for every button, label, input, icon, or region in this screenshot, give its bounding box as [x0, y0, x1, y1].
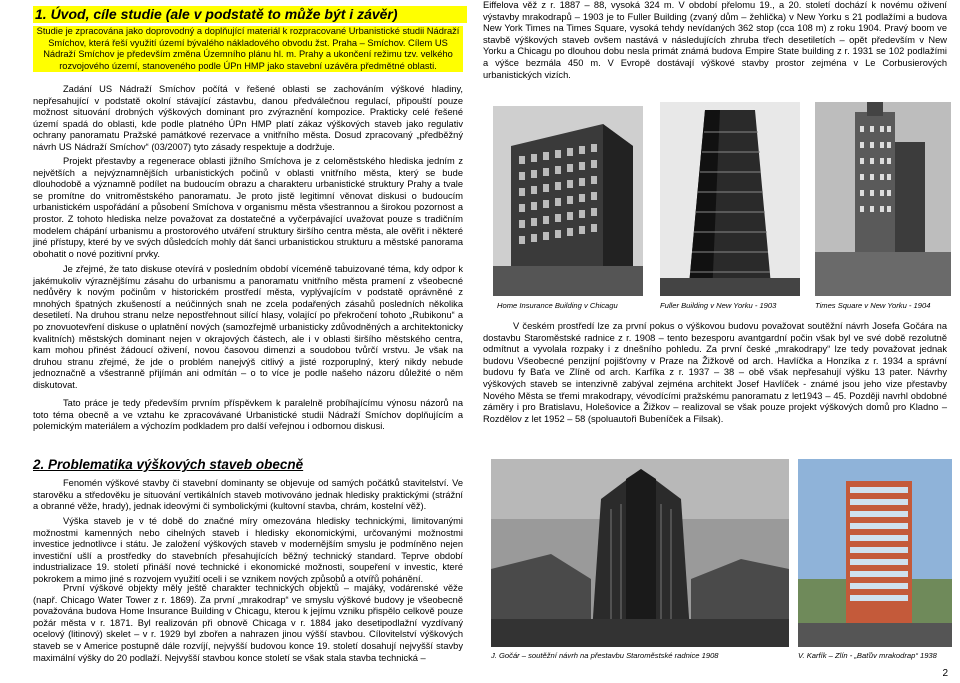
caption-fuller-building: Fuller Building v New Yorku - 1903	[660, 301, 777, 310]
section-2-paragraph-1: Fenomén výškové stavby či stavební dominanty se objevuje od samých počátků stavitelství. Ve starověku a středověku je situování vertikálních staveb motivováno jednak hlediskу praktickými (strážní a obranné věže, hrady), jednak ideovými či symbolickými (kultovní stavba, chrám, kostelní věž).	[33, 478, 463, 512]
caption-home-insurance: Home Insurance Building v Chicagu	[497, 301, 618, 310]
gocar-design-drawing	[491, 459, 789, 647]
home-insurance-building-photo	[493, 106, 643, 296]
page-number: 2	[942, 668, 948, 679]
section-1-paragraph-4: Je zřejmé, že tato diskuse otevírá v posledním období víceméně tabuizované téma, kdy odpor k jakémukoliv výraznějšímu zásahu do urbanismu a panoramatu vnitřního města pramení z všeobecné nedůvěry k novým počinům v historickém prostředí města, vyplývajícím v podstatě oprávněné z mnohých špatných zkušeností a neúčinných snah ne zcela podařených zásahů posledních několika desetiletí. Na druhou stranu nelze nepostřehnout silící hlasy, volající po překročení tohoto „Rubikonu“ a po znovuotevření diskuse o uplatnění nových (samozřejmě urbanisticky zdůvodněných a architektonicky kvalitních) městských dominant nejen v okrajových částech, ale i v oblasti širšího městského centra, kam mohou přinést žádoucí oživení, novou časovou dimenzi a soudobou tvůrčí vrstvu. Je však na druhou stranu zřejmé, že jde o problém nanejvýš citlivý a jisté rozporuplný, který nikdy nebude jednoznačně a všestranně přijímán ani odmítán – o to více je podle našeho názoru důležité o něm diskutovat.	[33, 264, 463, 390]
fuller-building-photo	[660, 102, 800, 296]
section-1-paragraph-5: Tato práce je tedy především prvním příspěvkem k paralelně probíhajícímu výnosu názorů na toto téma obecně a ve vztahu ke zpracovávané Urbanistické studii Nádraží Smíchov doplňujícím a polemickým materiálem a výchozím podkladem pro další veřejnou i odbornou diskusi.	[33, 398, 463, 432]
times-square-photo	[815, 102, 951, 296]
caption-karfik: V. Karfík – Zlín - „Baťův mrakodrap“ 1938	[798, 651, 937, 660]
section-1-paragraph-2: Zadání US Nádraží Smíchov počítá v řešené oblasti se zachováním výškové hladiny, nepřesahující v podstatě okolní stávající zástavbu, danou předválečnou regulací, připouští pouze možnost situování drobných výškových dominant pro zvýraznění kompozice. Prakticky celé řešené území spadá do oblasti, kde podle platného ÚPn HMP platí zákaz výškových staveb jako regulativ ochrany panoramatu Pražské památkové rezervace a vnitřního města. Dosud zpracovaný „předběžný návrh US Nádraží Smíchov“ (03/2007) tyto zásady respektuje a dodržuje.	[33, 84, 463, 152]
section-2-heading: 2. Problematika výškových staveb obecně	[33, 457, 304, 472]
section-1-paragraph-3: Projekt přestavby a regenerace oblasti jižního Smíchova je z celoměstského hlediska jedním z největších a nejvýznamnějších urbanistických počinů v oblasti vnitřního města, který se bude dlouhodobě a významně podílet na budoucím obrazu a charakteru urbanistické struktury Prahy a tvale se promítne do vnitroměstského panoramatu. Je proto jistě legitimní věnovat diskusi o budoucím urbanistickém uspořádání a působení Smíchova v organismu města všestrannou a širokou pozornost a prostor. Z tohoto hlediska nelze považovat za dostatečné a vyčerpávající uvažovat pouze s tradičním modelem chápání urbanismu a prostorového utváření struktury širšího centra města, ale ověřit i některé jiné přístupy, které by ve svých důsledcích mohly dát šanci urbanistickou strukturu a městské panorama obohatit o nové pozitivní prvky.	[33, 156, 463, 259]
section-1-intro-paragraph: Studie je zpracována jako doprovodný a doplňující materiál k rozpracované Urbanistické studii Nádraží Smíchov, která řeší využití území bývalého nákladového obvodu žst. Praha – Smíchov. Cílem US Nádraží Smíchov je především změna Územního plánu hl. m. Prahy a ukončení režimu tzv. velkého rozvojového území, stanoveného podle ÚPn HMP jako stavební uzávěra předmětné oblasti.	[33, 26, 463, 72]
section-2-paragraph-2: Výška staveb je v té době do značné míry omezována hlediskу technickými, limitovanými možnostmi kamenných nebo cihelných staveb i hledisky ekonomickými, určovanými možnostmi investice jednotlivce i státu. Je založení výškových staveb v modernějším smyslu je podmíněno nejen investiční ušlí a prostředky do stavebních přesahujících běžný technický standard. Teprve období industrializace 19. století přináší nové technické i ekonomické možnosti, soupeření v investic, které pokrokem a mimo jiné s rozvojem využití oceli i se vznikem nových způsobů a otvířů pohánění.	[33, 516, 463, 584]
section-1-heading: 1. Úvod, cíle studie (ale v podstatě to může být i závěr)	[33, 6, 467, 23]
caption-gocar: J. Gočár – soutěžní návrh na přestavbu Staroměstské radnice 1908	[491, 651, 719, 660]
caption-times-square: Times Square v New Yorku - 1904	[815, 301, 931, 310]
right-paragraph-1: Eiffelova věž z r. 1887 – 88, vysoká 324 m. V období přelomu 19., a 20. století dochází k novému oživení výstavby mrakodrapů – 1903 je to Fuller Building (zvaný dům – žehlička) v New Yorku s 21 podlažími a budova New York Times na Times Square, vysoká tehdy nevídaných 362 stop (cca 108 m) z roku 1904. Pravý boom ve stavbě výškových staveb ovšem nastává v následujících zhruba třech desetiletích – opět především v New Yorku a Chicagu po dlouhou dobu nesla primát známá budova Empire State building z r. 1931 se 102 podlažími a výšce bezmála 450 m. V Evropě dostávají výškové stavby prostor zejména v Le Corbusierových urbanistických vizích.	[483, 0, 947, 80]
bata-skyscraper-photo	[798, 459, 952, 647]
right-paragraph-2: V českém prostředí lze za první pokus o výškovou budovu považovat soutěžní návrh Josefa Gočára na dostavbu Staroměstské radnice z r. 1908 – tento bezesporu avantgardní počin však byl ve své době rezolutně odmítnut a vyvolala rozpaky i z dnešního pohledu. Za první české „mrakodrapy“ lze tedy považovat jednak budovu Všeobecné penzijní pojišťovny v Praze na Žižkově od arch. Havlíčka a Honzíka z r. 1934 a správní budovu fy Baťa ve Zlíně od arch. Karfíka z r. 1937 – 38 – obě však nepřesahují výšku 13 pater. Návrhy výškových staveb se intenzivně zabýval zejména architekt Josef Havlíček - známé jsou jeho vize přestavby Nového Města se třemi mrakodrapy, vévodícími pražskému panoramatu z let1943 – 45. Později navrhl obdobné záměry i pro Bratislavu, Holešovice a Žižkov – realizoval se však pouze projekt výškových domů pro Kladno – Rozdělov z let 1952 – 58 (spoluautoři Bubeníček a Filsak).	[483, 321, 947, 424]
section-2-paragraph-3: První výškové objekty měly ještě charakter technických objektů – majáky, vodárenské věže (např. Chicago Water Tower z r. 1869). Za první „mrakodrap“ ve smyslu výškové budovy je všeobecně považována budova Home Insurance Building v Chicagu, kterou k jejímu vzniku přispělo celkově pouze požár města v r. 1871. Byl realizován při obnově Chicaga v r. 1884 jako desetipodlažní vyzdívaný ocelový (litinový) skelet – v r. 1929 byl zbořen a nahrazen jinou výšší stavbou. Cílovitelství výškových staveb se v Americe postupně dále rozvíjí, nejvyšší budovou konce 19. století dosahují nejvyšší stavby maximální výšky do 20 podlaží. Nejvyšší stavbou konce století se však stala stavba technická –	[33, 583, 463, 663]
